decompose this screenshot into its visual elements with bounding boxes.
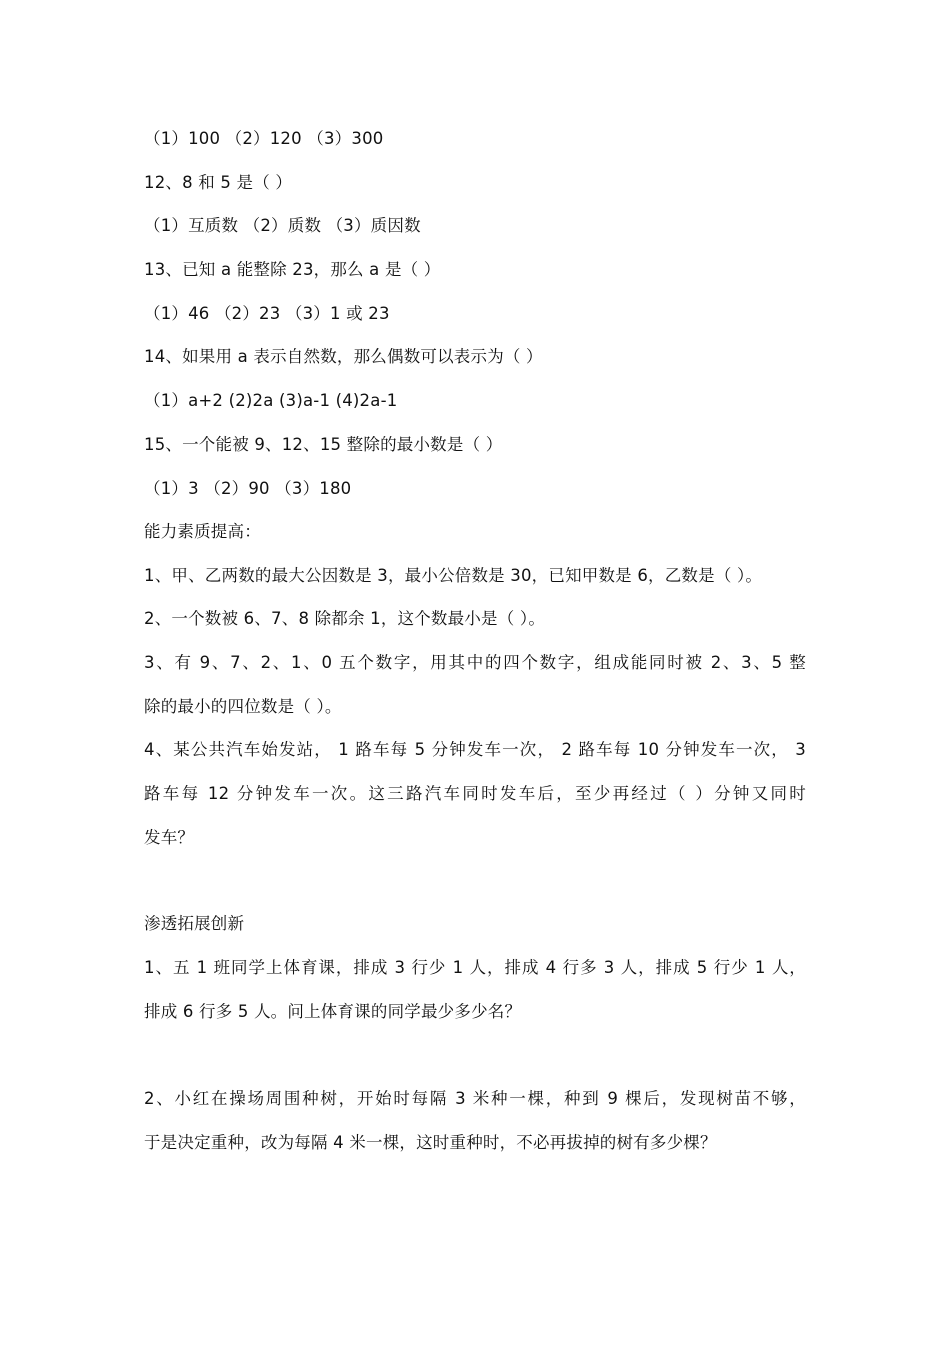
q15-question: 15、一个能被 9、12、15 整除的最小数是（ ） [144,435,503,454]
q13-options: （1）46 （2）23 （3）1 或 23 [144,304,390,323]
ability-q3-line2: 除的最小的四位数是（ ）。 [144,697,342,716]
extension-q2-line1: 2、小红在操场周围种树，开始时每隔 3 米种一棵，种到 9 棵后，发现树苗不够， [144,1089,806,1108]
extension-q1-line1: 1、五 1 班同学上体育课，排成 3 行少 1 人，排成 4 行多 3 人，排成 5 行少 1 人， [144,958,806,977]
q14-options: （1）a+2 (2)2a (3)a-1 (4)2a-1 [144,391,398,410]
q11-options: （1）100 （2）120 （3）300 [144,129,384,148]
ability-q2: 2、一个数被 6、7、8 除都余 1，这个数最小是（ ）。 [144,609,546,628]
extension-q1-line2: 排成 6 行多 5 人。问上体育课的同学最少多少名？ [144,1002,522,1021]
ability-q4-line1: 4、某公共汽车始发站， 1 路车每 5 分钟发车一次， 2 路车每 10 分钟发车一次， 3 [144,740,806,759]
ability-q4-line3: 发车？ [144,828,195,847]
ability-q3-line1: 3、有 9、7、2、1、0 五个数字，用其中的四个数字，组成能同时被 2、3、5 整 [144,653,806,672]
ability-q4-line2: 路车每 12 分钟发车一次。这三路汽车同时发车后，至少再经过（ ）分钟又同时 [144,784,806,803]
q12-question: 12、8 和 5 是（ ） [144,173,293,192]
q15-options: （1）3 （2）90 （3）180 [144,479,352,498]
section-heading-extension: 渗透拓展创新 [144,914,245,933]
section-heading-ability: 能力素质提高： [144,522,261,541]
q14-question: 14、如果用 a 表示自然数，那么偶数可以表示为（ ） [144,347,543,366]
ability-q1: 1、甲、乙两数的最大公因数是 3，最小公倍数是 30，已知甲数是 6，乙数是（ ）。 [144,566,763,585]
q13-question: 13、已知 a 能整除 23，那么 a 是（ ） [144,260,441,279]
extension-q2-line2: 于是决定重种，改为每隔 4 米一棵，这时重种时，不必再拔掉的树有多少棵？ [144,1133,717,1152]
q12-options: （1）互质数 （2）质数 （3）质因数 [144,216,421,235]
